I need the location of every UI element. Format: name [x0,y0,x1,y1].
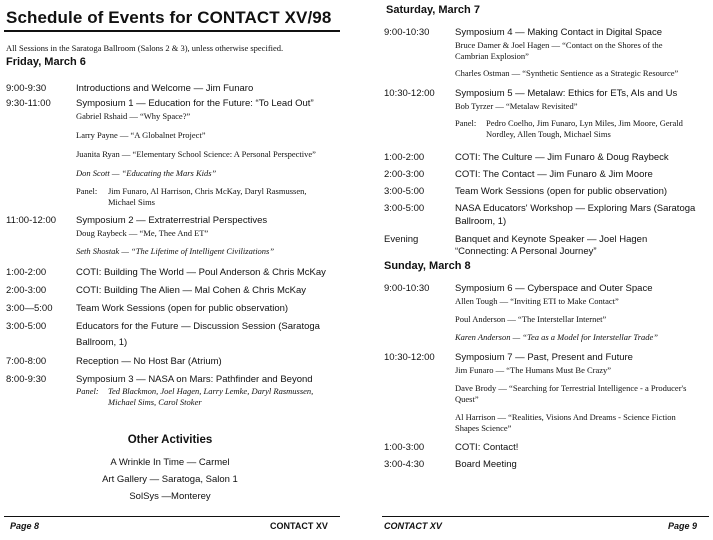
other-activities-heading: Other Activities [127,434,213,446]
left-page [0,0,348,540]
event-title-cont: Ballroom, 1) [455,216,507,227]
event-title: COTI: Contact! [455,442,519,453]
event-time: 8:00-9:30 [6,374,47,385]
event-title: Symposium 6 — Cyberspace and Outer Space [455,283,653,294]
talk: Al Harrison — “Realities, Visions And Dreams - Science Fiction [455,412,676,422]
event-title: Reception — No Host Bar (Atrium) [76,356,222,367]
title-rule [4,30,340,32]
event-time: 11:00-12:00 [6,215,57,226]
event-title: Team Work Sessions (open for public observation) [455,186,668,197]
event-title-cont: Ballroom, 1) [76,337,128,348]
event-title: COTI: Building The Alien — Mal Cohen & Chris McKay [76,285,307,296]
talk: Poul Anderson — “The Interstellar Internet” [455,314,607,324]
event-title: Symposium 1 — Education for the Future: “To Lead Out” [76,98,314,109]
event-time: 9:00-10:30 [384,283,430,294]
talk-cont: Shapes Science” [455,423,512,433]
event-time: 10:30-12:00 [384,88,435,99]
panel-label: Panel: [76,186,98,196]
talk: Allen Tough — “Inviting ETI to Make Contact” [455,296,619,306]
event-title: Team Work Sessions (open for public observation) [76,303,289,314]
footer-rule [382,516,709,517]
event-title: Board Meeting [455,459,517,470]
footer-title: CONTACT XV [384,521,442,531]
panel-members: Pedro Coelho, Jim Funaro, Lyn Miles, Jim Moore, Gerald Nordley, Allen Tough, Michael Sims [486,118,683,139]
event-title: Educators for the Future — Discussion Session (Saratoga [76,321,320,332]
page-number: Page 9 [668,521,698,531]
other-activity: SolSys —Monterey [129,491,211,502]
event-time: 3:00—5:00 [6,303,53,314]
talk-cont: Cambrian Explosion” [455,51,529,61]
talk: Jim Funaro — “The Humans Must Be Crazy” [455,365,612,375]
talk: Gabriel Rshaid — “Why Space?” [76,111,191,121]
talk: Don Scott — “Educating the Mars Kids” [76,168,217,178]
event-time: 2:00-3:00 [6,285,47,296]
talk: Bruce Damer & Joel Hagen — “Contact on the Shores of the [455,40,663,50]
event-time: 10:30-12:00 [384,352,435,363]
event-time: 1:00-2:00 [6,267,47,278]
footer-rule [4,516,340,517]
talk: Karen Anderson — “Tea as a Model for Interstellar Trade” [455,332,658,342]
talk: Larry Payne — “A Globalnet Project” [76,130,206,140]
panel-label: Panel: [76,386,99,396]
event-title: NASA Educators' Workshop — Exploring Mars (Saratoga [455,203,696,214]
event-title: Banquet and Keynote Speaker — Joel Hagen [455,234,648,245]
talk-cont: Quest” [455,394,479,404]
right-page [378,0,713,540]
panel-members: Jim Funaro, Al Harrison, Chris McKay, Daryl Rasmussen, Michael Sims [108,186,307,207]
event-time: 3:00-5:00 [384,203,425,214]
event-time: 2:00-3:00 [384,169,425,180]
talk: Juanita Ryan — “Elementary School Science: A Personal Perspective” [76,149,316,159]
event-time: 9:00-10:30 [384,27,430,38]
panel-members: Ted Blackmon, Joel Hagen, Larry Lemke, Daryl Rasmussen, Michael Sims, Carol Stoker [108,386,314,407]
talk: Dave Brody — “Searching for Terrestrial Intelligence - a Producer's [455,383,687,393]
talk: Bob Tyrzer — “Metalaw Revisited” [455,101,578,111]
event-title-cont: “Connecting: A Personal Journey” [455,246,597,257]
event-title: Symposium 2 — Extraterrestrial Perspectives [76,215,268,226]
day-heading-friday: Friday, March 6 [6,56,86,68]
event-title: Symposium 7 — Past, Present and Future [455,352,633,363]
event-time: 9:00-9:30 [6,83,47,94]
event-time: 1:00-2:00 [384,152,425,163]
day-heading-saturday: Saturday, March 7 [386,4,480,16]
event-title: COTI: The Contact — Jim Funaro & Jim Moore [455,169,653,180]
event-time: 1:00-3:00 [384,442,425,453]
event-time: 9:30-11:00 [6,98,51,109]
event-time: 3:00-5:00 [384,186,425,197]
event-title: Symposium 5 — Metalaw: Ethics for ETs, AIs and Us [455,88,678,99]
event-time: 3:00-4:30 [384,459,425,470]
day-heading-sunday: Sunday, March 8 [384,260,471,272]
event-title: Symposium 3 — NASA on Mars: Pathfinder and Beyond [76,374,313,385]
page-number: Page 8 [10,521,40,531]
panel-label: Panel: [455,118,477,128]
talk: Doug Raybeck — “Me, Thee And ET” [76,228,209,238]
event-time: 7:00-8:00 [6,356,47,367]
event-time: 3:00-5:00 [6,321,47,332]
talk: Seth Shostak — “The Lifetime of Intelligent Civilizations” [76,246,275,256]
event-title: Introductions and Welcome — Jim Funaro [76,83,254,94]
intro-note: All Sessions in the Saratoga Ballroom (Salons 2 & 3), unless otherwise specified. [6,43,284,53]
other-activity: Art Gallery — Saratoga, Salon 1 [102,474,238,485]
event-time: Evening [384,234,419,245]
other-activity: A Wrinkle In Time — Carmel [110,457,230,468]
talk: Charles Ostman — “Synthetic Sentience as a Strategic Resource” [455,68,679,78]
event-title: COTI: The Culture — Jim Funaro & Doug Raybeck [455,152,669,163]
schedule-title: Schedule of Events for CONTACT XV/98 [6,8,332,27]
event-title: Symposium 4 — Making Contact in Digital Space [455,27,662,38]
event-title: COTI: Building The World — Poul Anderson & Chris McKay [76,267,326,278]
footer-title: CONTACT XV [270,521,328,531]
